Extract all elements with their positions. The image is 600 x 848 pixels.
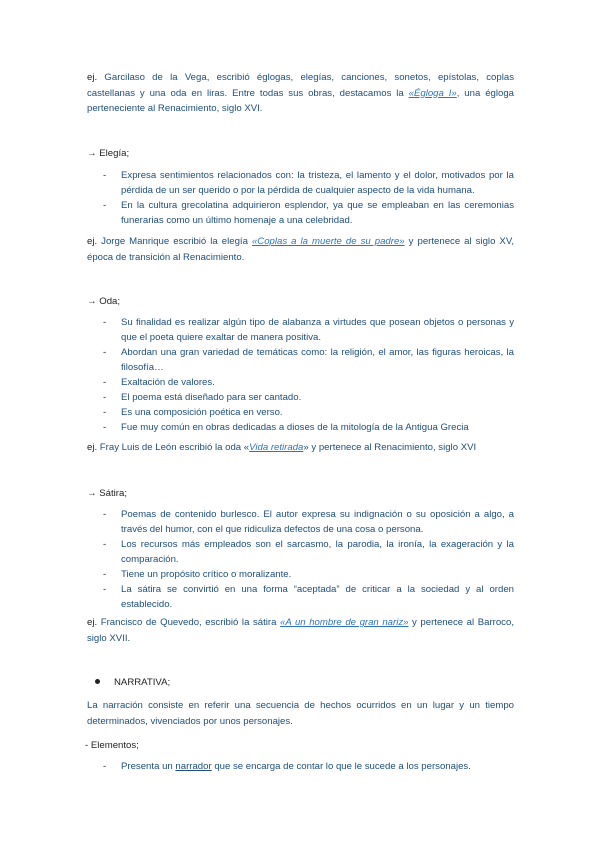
list-item-text: La sátira se convirtió en una forma “aceptada” de criticar a la sociedad y al orden establecido.	[121, 584, 514, 610]
list-item-text: Fue muy común en obras dedicadas a dioses de la mitología de la Antigua Grecia	[121, 422, 469, 433]
dash-marker: -	[103, 539, 107, 550]
oda-list	[87, 315, 514, 435]
list-item	[87, 537, 514, 567]
example-prefix: ej.	[87, 72, 98, 83]
list-item	[87, 390, 514, 405]
garcilaso-text-end: , una égloga perteneciente al Renacimiento, siglo XVI.	[87, 87, 515, 114]
hombre-nariz-link[interactable]: «A un hombre de gran nariz»	[280, 617, 409, 628]
list-item-text: Expresa sentimientos relacionados con: la tristeza, el lamento y el dolor, motivados por la pérdida de un ser querido o por la pérdida de cualquier aspecto de la vida humana.	[121, 170, 514, 196]
coplas-link[interactable]: «Coplas a la muerte de su padre»	[251, 236, 405, 247]
list-item	[87, 375, 514, 390]
list-item-text: Exaltación de valores.	[121, 377, 215, 388]
list-item-text: Su finalidad es realizar algún tipo de alabanza a virtudes que posean objetos o personas y que el poeta quiere exaltar de manera positiva.	[121, 317, 514, 343]
elegia-list	[87, 168, 514, 228]
garcilaso-paragraph	[87, 70, 514, 117]
example-prefix: ej.	[87, 442, 98, 453]
garcilaso-text: Garcilaso de la Vega, escribió églogas, elegías, canciones, sonetos, epístolas, coplas castellanas y una oda en liras. Entre todas sus obras, destacamos la	[87, 72, 514, 99]
list-item	[87, 198, 514, 228]
satira-example	[87, 615, 514, 646]
list-item-text: Poemas de contenido burlesco. El autor expresa su indignación o su oposición a algo, a través del humor, con el que ridiculiza defectos de una cosa o persona.	[121, 509, 514, 535]
list-item-text: Presenta un	[121, 761, 176, 772]
satira-list	[87, 507, 514, 612]
bullet-icon	[95, 679, 100, 684]
list-item-text: El poema está diseñado para ser cantado.	[121, 392, 302, 403]
list-item-text: Los recursos más empleados son el sarcasmo, la parodia, la ironía, la exageración y la comparación.	[121, 539, 514, 565]
list-item	[87, 420, 514, 435]
dash-marker: -	[103, 509, 107, 520]
dash-marker: -	[103, 317, 107, 328]
egloga-link[interactable]: «Égloga I»	[408, 87, 457, 99]
list-item-text-end: que se encarga de contar lo que le sucede a los personajes.	[211, 761, 471, 772]
example-text-end: » y pertenece al Renacimiento, siglo XVI	[303, 442, 477, 453]
dash-marker: -	[103, 584, 107, 595]
satira-heading: → Sátira;	[87, 488, 127, 499]
example-text: Francisco de Quevedo, escribió la sátira	[97, 617, 281, 628]
list-item	[87, 315, 514, 345]
vida-retirada-link[interactable]: Vida retirada	[249, 442, 304, 453]
example-text: Fray Luis de León escribió la oda «	[97, 442, 250, 453]
narrador-link[interactable]: narrador	[175, 761, 212, 772]
dash-marker: -	[103, 392, 107, 403]
dash-marker: -	[103, 569, 107, 580]
list-item-text: Abordan una gran variedad de temáticas como: la religión, el amor, las figuras heroicas, la filosofía…	[121, 347, 514, 373]
list-item	[87, 582, 514, 612]
narrativa-heading	[87, 675, 170, 690]
elegia-heading: → Elegía;	[87, 148, 130, 159]
list-item	[87, 168, 514, 198]
elegia-example	[87, 234, 514, 265]
narrativa-heading-text: NARRATIVA;	[114, 677, 171, 688]
dash-marker: -	[103, 347, 107, 358]
example-prefix: ej.	[87, 617, 98, 628]
example-text-end: y pertenece al siglo XV, época de transición al Renacimiento.	[87, 236, 515, 263]
dash-marker: -	[103, 407, 107, 418]
oda-example	[87, 440, 514, 456]
example-prefix: ej.	[87, 236, 98, 247]
list-item	[87, 759, 514, 774]
dash-marker: -	[103, 200, 107, 211]
dash-marker: -	[103, 422, 107, 433]
example-text: Jorge Manrique escribió la elegía	[97, 236, 252, 247]
list-item	[87, 567, 514, 582]
narrativa-intro: La narración consiste en referir una secuencia de hechos ocurridos en un lugar y un tiempo determinados, vivenciados por unos personajes.	[87, 700, 514, 727]
list-item	[87, 405, 514, 420]
dash-marker: -	[103, 170, 107, 181]
narrativa-list	[87, 759, 514, 774]
dash-marker: -	[103, 761, 107, 772]
list-item	[87, 507, 514, 537]
list-item-text: En la cultura grecolatina adquirieron esplendor, ya que se empleaban en las ceremonias funerarias como un último homenaje a una celebridad.	[121, 200, 514, 226]
dash-marker: -	[103, 377, 107, 388]
oda-heading: → Oda;	[87, 296, 121, 307]
list-item-text: Es una composición poética en verso.	[121, 407, 283, 418]
list-item	[87, 345, 514, 375]
elementos-heading: - Elementos;	[85, 740, 139, 751]
list-item-text: Tiene un propósito crítico o moralizante.	[121, 569, 292, 580]
example-text-end: y pertenece al Barroco, siglo XVII.	[87, 617, 514, 644]
